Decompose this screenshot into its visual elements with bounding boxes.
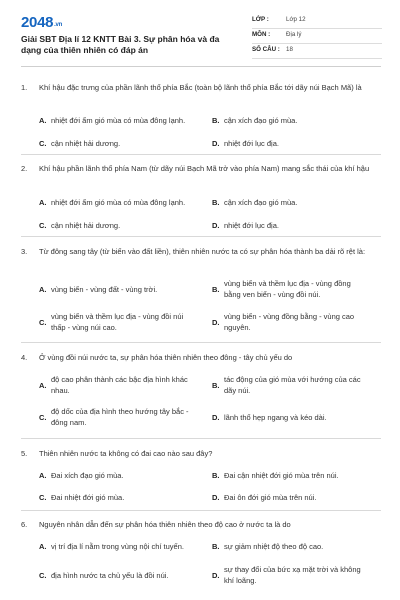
option-letter: C. [39, 493, 47, 502]
question-text: Ở vùng đồi núi nước ta, sự phân hóa thiên nhiên theo đông - tây chủ yếu do [39, 353, 293, 362]
site-logo[interactable] [21, 14, 62, 31]
question-divider [21, 154, 381, 155]
option-text: nhiệt đới lục địa. [224, 221, 279, 230]
header-divider [21, 66, 381, 67]
option-letter: A. [39, 381, 47, 390]
option-letter: C. [39, 413, 47, 422]
question-number: 1. [21, 83, 28, 92]
logo-suffix: .vn [54, 22, 62, 28]
option-text: Đai ôn đới gió mùa trên núi. [224, 493, 317, 502]
question-number: 2. [21, 164, 28, 173]
option-text: vùng biển - vùng đất - vùng trời. [51, 285, 158, 294]
option-letter: C. [39, 318, 47, 327]
document-title: Giải SBT Địa lí 12 KNTT Bài 3. Sự phân hóa và đa dạng của thiên nhiên có đáp án [21, 34, 220, 55]
meta-key: SỐ CÂU : [252, 46, 280, 53]
meta-key: LỚP : [252, 16, 269, 23]
option-text: vùng biển và thềm lục địa - vùng đồng bằng ven biển - vùng đồi núi. [224, 279, 351, 299]
option-text: sự giảm nhiệt độ theo độ cao. [224, 542, 324, 551]
question-text: Khí hậu đặc trưng của phần lãnh thổ phía Bắc (toàn bộ lãnh thổ phía Bắc tới dãy núi Bạch Mã) là [39, 83, 362, 92]
option-letter: D. [212, 139, 220, 148]
option-letter: B. [212, 542, 220, 551]
option-text: nhiệt đới ẩm gió mùa có mùa đông lạnh. [51, 198, 186, 207]
meta-value: Địa lý [286, 31, 302, 38]
question-number: 5. [21, 449, 28, 458]
option-letter: B. [212, 285, 220, 294]
meta-key: MÔN : [252, 31, 271, 38]
option-letter: A. [39, 285, 47, 294]
question-text: Từ đông sang tây (từ biển vào đất liền), thiên nhiên nước ta có sự phân hóa thành ba dải rõ rệt là: [39, 247, 366, 256]
option-letter: B. [212, 198, 220, 207]
option-text: cận xích đạo gió mùa. [224, 116, 298, 125]
option-text: độ cao phân thành các bậc địa hình khác nhau. [51, 375, 188, 395]
option-letter: C. [39, 221, 47, 230]
document-header [0, 0, 400, 64]
option-letter: B. [212, 471, 220, 480]
option-text: lãnh thổ hẹp ngang và kéo dài. [224, 413, 327, 422]
option-text: cận nhiệt hải dương. [51, 221, 121, 230]
option-text: sự thay đổi của bức xạ mặt trời và không khí loãng. [224, 565, 361, 585]
option-text: tác động của gió mùa với hướng của các dãy núi. [224, 375, 361, 395]
question-divider [21, 236, 381, 237]
logo-text: 2048 [21, 14, 54, 31]
question-divider [21, 438, 381, 439]
option-text: Đai cận nhiệt đới gió mùa trên núi. [224, 471, 339, 480]
question-divider [21, 510, 381, 511]
option-letter: A. [39, 198, 47, 207]
option-text: cận nhiệt hải dương. [51, 139, 121, 148]
option-letter: A. [39, 471, 47, 480]
option-text: nhiệt đới lục địa. [224, 139, 279, 148]
question-text: Nguyên nhân dẫn đến sự phân hóa thiên nhiên theo độ cao ở nước ta là do [39, 520, 291, 529]
option-letter: D. [212, 221, 220, 230]
option-text: vùng biển và thềm lục địa - vùng đồi núi thấp - vùng núi cao. [51, 312, 184, 332]
question-number: 4. [21, 353, 28, 362]
option-letter: D. [212, 493, 220, 502]
question-text: Khí hậu phần lãnh thổ phía Nam (từ dãy núi Bạch Mã trở vào phía Nam) mang sắc thái của khí hậu [39, 164, 370, 173]
option-letter: C. [39, 139, 47, 148]
option-letter: C. [39, 571, 47, 580]
question-number: 6. [21, 520, 28, 529]
option-text: độ dốc của địa hình theo hướng tây bắc - đông nam. [51, 407, 189, 427]
document-meta [252, 14, 382, 59]
option-text: Đai nhiệt đới gió mùa. [51, 493, 125, 502]
meta-row-subject [252, 29, 382, 44]
meta-row-class [252, 14, 382, 29]
option-letter: D. [212, 413, 220, 422]
option-text: vị trí địa lí nằm trong vùng nội chí tuyến. [51, 542, 184, 551]
meta-value: Lớp 12 [286, 16, 306, 23]
option-text: địa hình nước ta chủ yếu là đồi núi. [51, 571, 169, 580]
option-text: nhiệt đới ẩm gió mùa có mùa đông lạnh. [51, 116, 186, 125]
meta-row-count [252, 44, 382, 59]
option-letter: A. [39, 542, 47, 551]
option-text: cận xích đạo gió mùa. [224, 198, 298, 207]
option-text: Đai xích đạo gió mùa. [51, 471, 124, 480]
option-letter: B. [212, 381, 220, 390]
option-text: vùng biển - vùng đồng bằng - vùng cao nguyên. [224, 312, 355, 332]
option-letter: D. [212, 318, 220, 327]
question-divider [21, 342, 381, 343]
meta-value: 18 [286, 46, 293, 53]
option-letter: D. [212, 571, 220, 580]
option-letter: B. [212, 116, 220, 125]
option-letter: A. [39, 116, 47, 125]
question-number: 3. [21, 247, 28, 256]
question-text: Thiên nhiên nước ta không có đai cao nào sau đây? [39, 449, 213, 458]
